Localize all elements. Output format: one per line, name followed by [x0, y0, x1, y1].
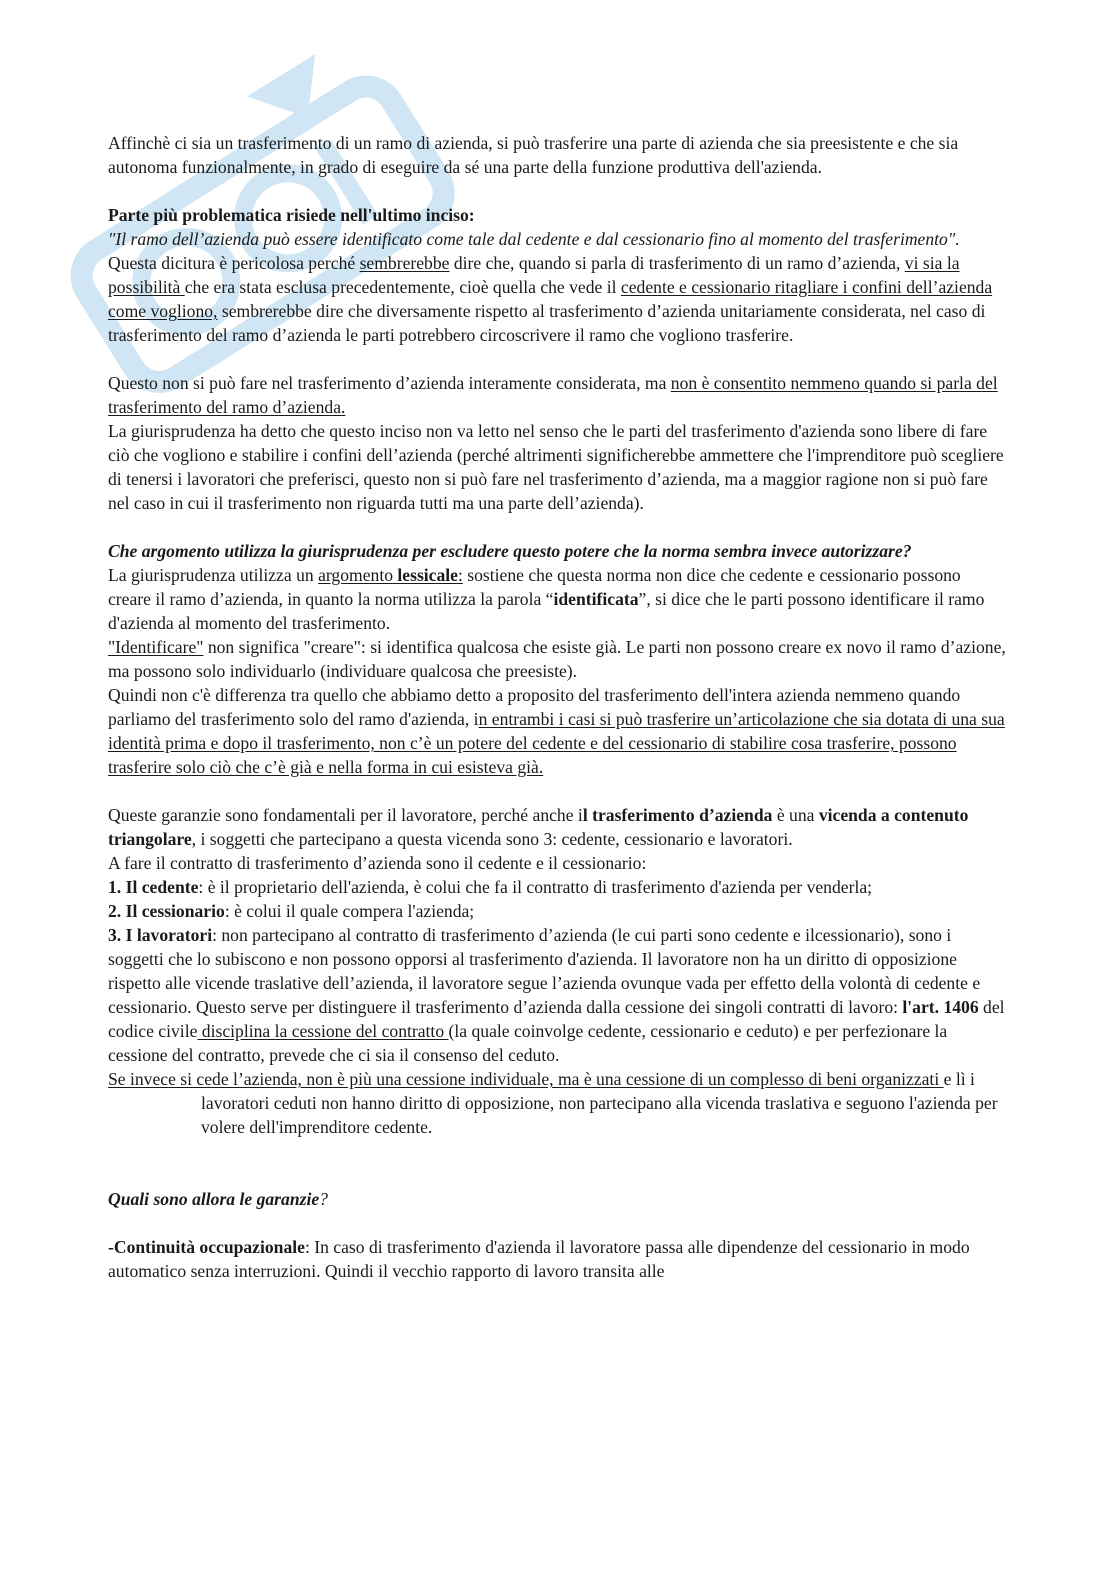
text-span: : In caso di trasferimento d'azienda il lavoratore passa alle dipendenze del cessionario in modo automatico senza interruzioni. Quindi il vecchio rapporto di lavoro transita alle	[108, 1237, 970, 1281]
heading-text: Quali sono allora le garanzie	[108, 1189, 320, 1209]
text-span: Quindi non c'è differenza tra quello che abbiamo detto a proposito del trasferimento dell'intera azienda nemmeno quando parliamo del trasferimento solo del ramo d'azienda, i	[108, 685, 961, 729]
quote-text: "Il ramo dell’azienda può essere identificato come tale dal cedente e dal cessionario fino al momento del trasferimento".	[108, 229, 960, 249]
text-span: che era stata esclusa precedentemente, cioè quella che vede il	[184, 277, 621, 297]
text-span: : non partecipano al contratto di trasferimento d’azienda (le cui parti sono cedente e il	[212, 925, 815, 945]
heading-argomento	[108, 539, 1008, 563]
underlined-text: cedente e cessionario ritagliare i confini dell’azienda come vogliono,	[108, 277, 993, 321]
underlined-text: Se invece si cede l’azienda, non è più una cessione individuale, ma è una cessione di un complesso di beni organizzati	[108, 1069, 944, 1089]
text-span: argomento	[318, 565, 398, 585]
paragraph-continuita	[108, 1235, 1008, 1283]
underlined-text: "Identificare"	[108, 637, 204, 657]
paragraph-intro: Affinchè ci sia un trasferimento di un ramo di azienda, si può trasferire una parte di azienda che sia preesistente e che sia autonoma funzionalmente, in grado di eseguire da sé una parte della funzione produttiva dell'azienda.	[108, 133, 959, 177]
bold-text: 3. I lavoratori	[108, 925, 213, 945]
underlined-text: sembrerebbe	[359, 253, 450, 273]
bold-text: 2. Il cessionario	[108, 901, 225, 921]
text-span: sostiene che questa norma non dice che cedente e cessionario possono creare il ramo d’azienda, in quanto la norma utilizza la parola “	[108, 565, 961, 609]
paragraph-contratto: A fare il contratto di trasferimento d’azienda sono il cedente e il cessionario:	[108, 853, 647, 873]
underlined-text: disciplina la cessione del contratto	[197, 1021, 449, 1041]
heading-text: Che argomento utilizza la giurisprudenza per escludere questo potere che la norma sembra invece autorizzare?	[108, 541, 912, 561]
bold-text: l trasferimento d’azienda	[582, 805, 773, 825]
heading-problematic	[108, 203, 1008, 227]
text-span: Questo non si può fare nel trasferimento d’azienda interamente considerata, ma	[108, 373, 671, 393]
bold-text: vicenda a contenuto triangolare	[108, 805, 969, 849]
paragraph-identificare	[108, 635, 1008, 683]
text-span: , i soggetti che partecipano a questa vicenda sono 3: cedente, cessionario e lavoratori.	[191, 829, 793, 849]
text-span: dire che, quando si parla di trasferimento di un ramo d’azienda,	[449, 253, 905, 273]
underlined-text: vi sia la possibilità	[108, 253, 960, 297]
text-span: (la quale coinvolge cedente, cessionario e ceduto) e per perfezionare la cessione del contratto, prevede che ci sia il consenso del ceduto.	[108, 1021, 948, 1065]
paragraph-differenza	[108, 683, 1008, 779]
underlined-text	[318, 565, 463, 585]
bold-text: 1. Il cedente	[108, 877, 199, 897]
list-item-continuation	[108, 925, 1005, 1065]
text-span: ”, si dice che le parti possono identificare il ramo d'azienda al momento del trasferimento.	[108, 589, 985, 633]
bold-text: -Continuità occupazionale	[108, 1237, 305, 1257]
text-span: sembrerebbe dire che diversamente rispetto al trasferimento d’azienda unitariamente considerata, nel caso di trasferimento del ramo d’azienda le parti potrebbero circoscrivere il ramo che vogliono trasferire.	[108, 301, 986, 345]
bold-text: identificata	[553, 589, 639, 609]
text-span: cessionario), sono i soggetti che lo subiscono e non possono opporsi al trasferimento d'azienda. Il lavoratore non ha un diritto di opposizione rispetto alle vicende traslative dell’azienda, il lavoratore segue l’azienda ovunque vada per effetto della volontà di cedente e cessionario. Questo serve per distinguere il trasferimento d’azienda dalla cessione dei singoli contratti di lavoro:	[108, 925, 981, 1017]
quote-norm	[108, 227, 1008, 251]
text-span: non significa "creare": si identifica qualcosa che esiste già. Le parti non possono creare ex novo il ramo d’azione, ma possono solo individuarlo (individuare qualcosa che preesiste).	[108, 637, 1006, 681]
bold-text: lessicale	[397, 565, 458, 585]
text-span: è una	[772, 805, 819, 825]
document-page	[108, 131, 1008, 1283]
text-span: : è colui il quale compera l'azienda;	[224, 901, 475, 921]
paragraph-non-consentito	[108, 371, 1008, 419]
paragraph-dicitura	[108, 251, 1008, 347]
paragraph-garanzie	[108, 803, 1008, 851]
paragraph-lessicale	[108, 563, 1008, 635]
heading-quali-garanzie	[108, 1187, 1008, 1211]
bold-text: l'art. 1406	[902, 997, 979, 1017]
list-item-lavoratori	[108, 923, 1008, 1067]
heading-text: Parte più problematica risiede nell'ultimo inciso:	[108, 205, 475, 225]
list-item-cedente	[108, 875, 1008, 899]
underlined-text: n entrambi i casi si può trasferire un’articolazione che sia dotata di una sua identità prima e dopo il trasferimento, non c’è un potere del cedente e del cessionario di stabilire cosa trasferire, possono trasferire solo ciò che c’è già e nella forma in cui esisteva già.	[108, 709, 1005, 777]
heading-question-mark: ?	[319, 1189, 328, 1209]
text-span: e lì i lavoratori ceduti non hanno diritto di opposizione, non partecipano alla vicenda traslativa e seguono l'azienda per volere dell'imprenditore cedente.	[201, 1069, 998, 1137]
paragraph-cessione-azienda	[108, 1067, 1008, 1139]
list-item-cessionario	[108, 899, 1008, 923]
text-span: La giurisprudenza utilizza un	[108, 565, 319, 585]
paragraph-giurisprudenza: La giurisprudenza ha detto che questo inciso non va letto nel senso che le parti del trasferimento d'azienda sono libere di fare ciò che vogliono e stabilire i confini dell’azienda (perché altrimenti significherebbe ammettere che l'imprenditore può scegliere di tenersi i lavoratori che preferisci, questo non si può fare nel trasferimento d’azienda, ma a maggior ragione non si può fare nel caso in cui il trasferimento non riguarda tutti ma una parte dell’azienda).	[108, 421, 1004, 513]
text-span: Queste garanzie sono fondamentali per il lavoratore, perché anche i	[108, 805, 583, 825]
underlined-text: non è consentito nemmeno quando si parla del trasferimento del ramo d’azienda.	[108, 373, 998, 417]
text-span: del codice civile	[108, 997, 1005, 1041]
text-span: :	[458, 565, 463, 585]
text-span: : è il proprietario dell'azienda, è colui che fa il contratto di trasferimento d'azienda per venderla;	[198, 877, 873, 897]
text-span: Questa dicitura è pericolosa perché	[108, 253, 360, 273]
